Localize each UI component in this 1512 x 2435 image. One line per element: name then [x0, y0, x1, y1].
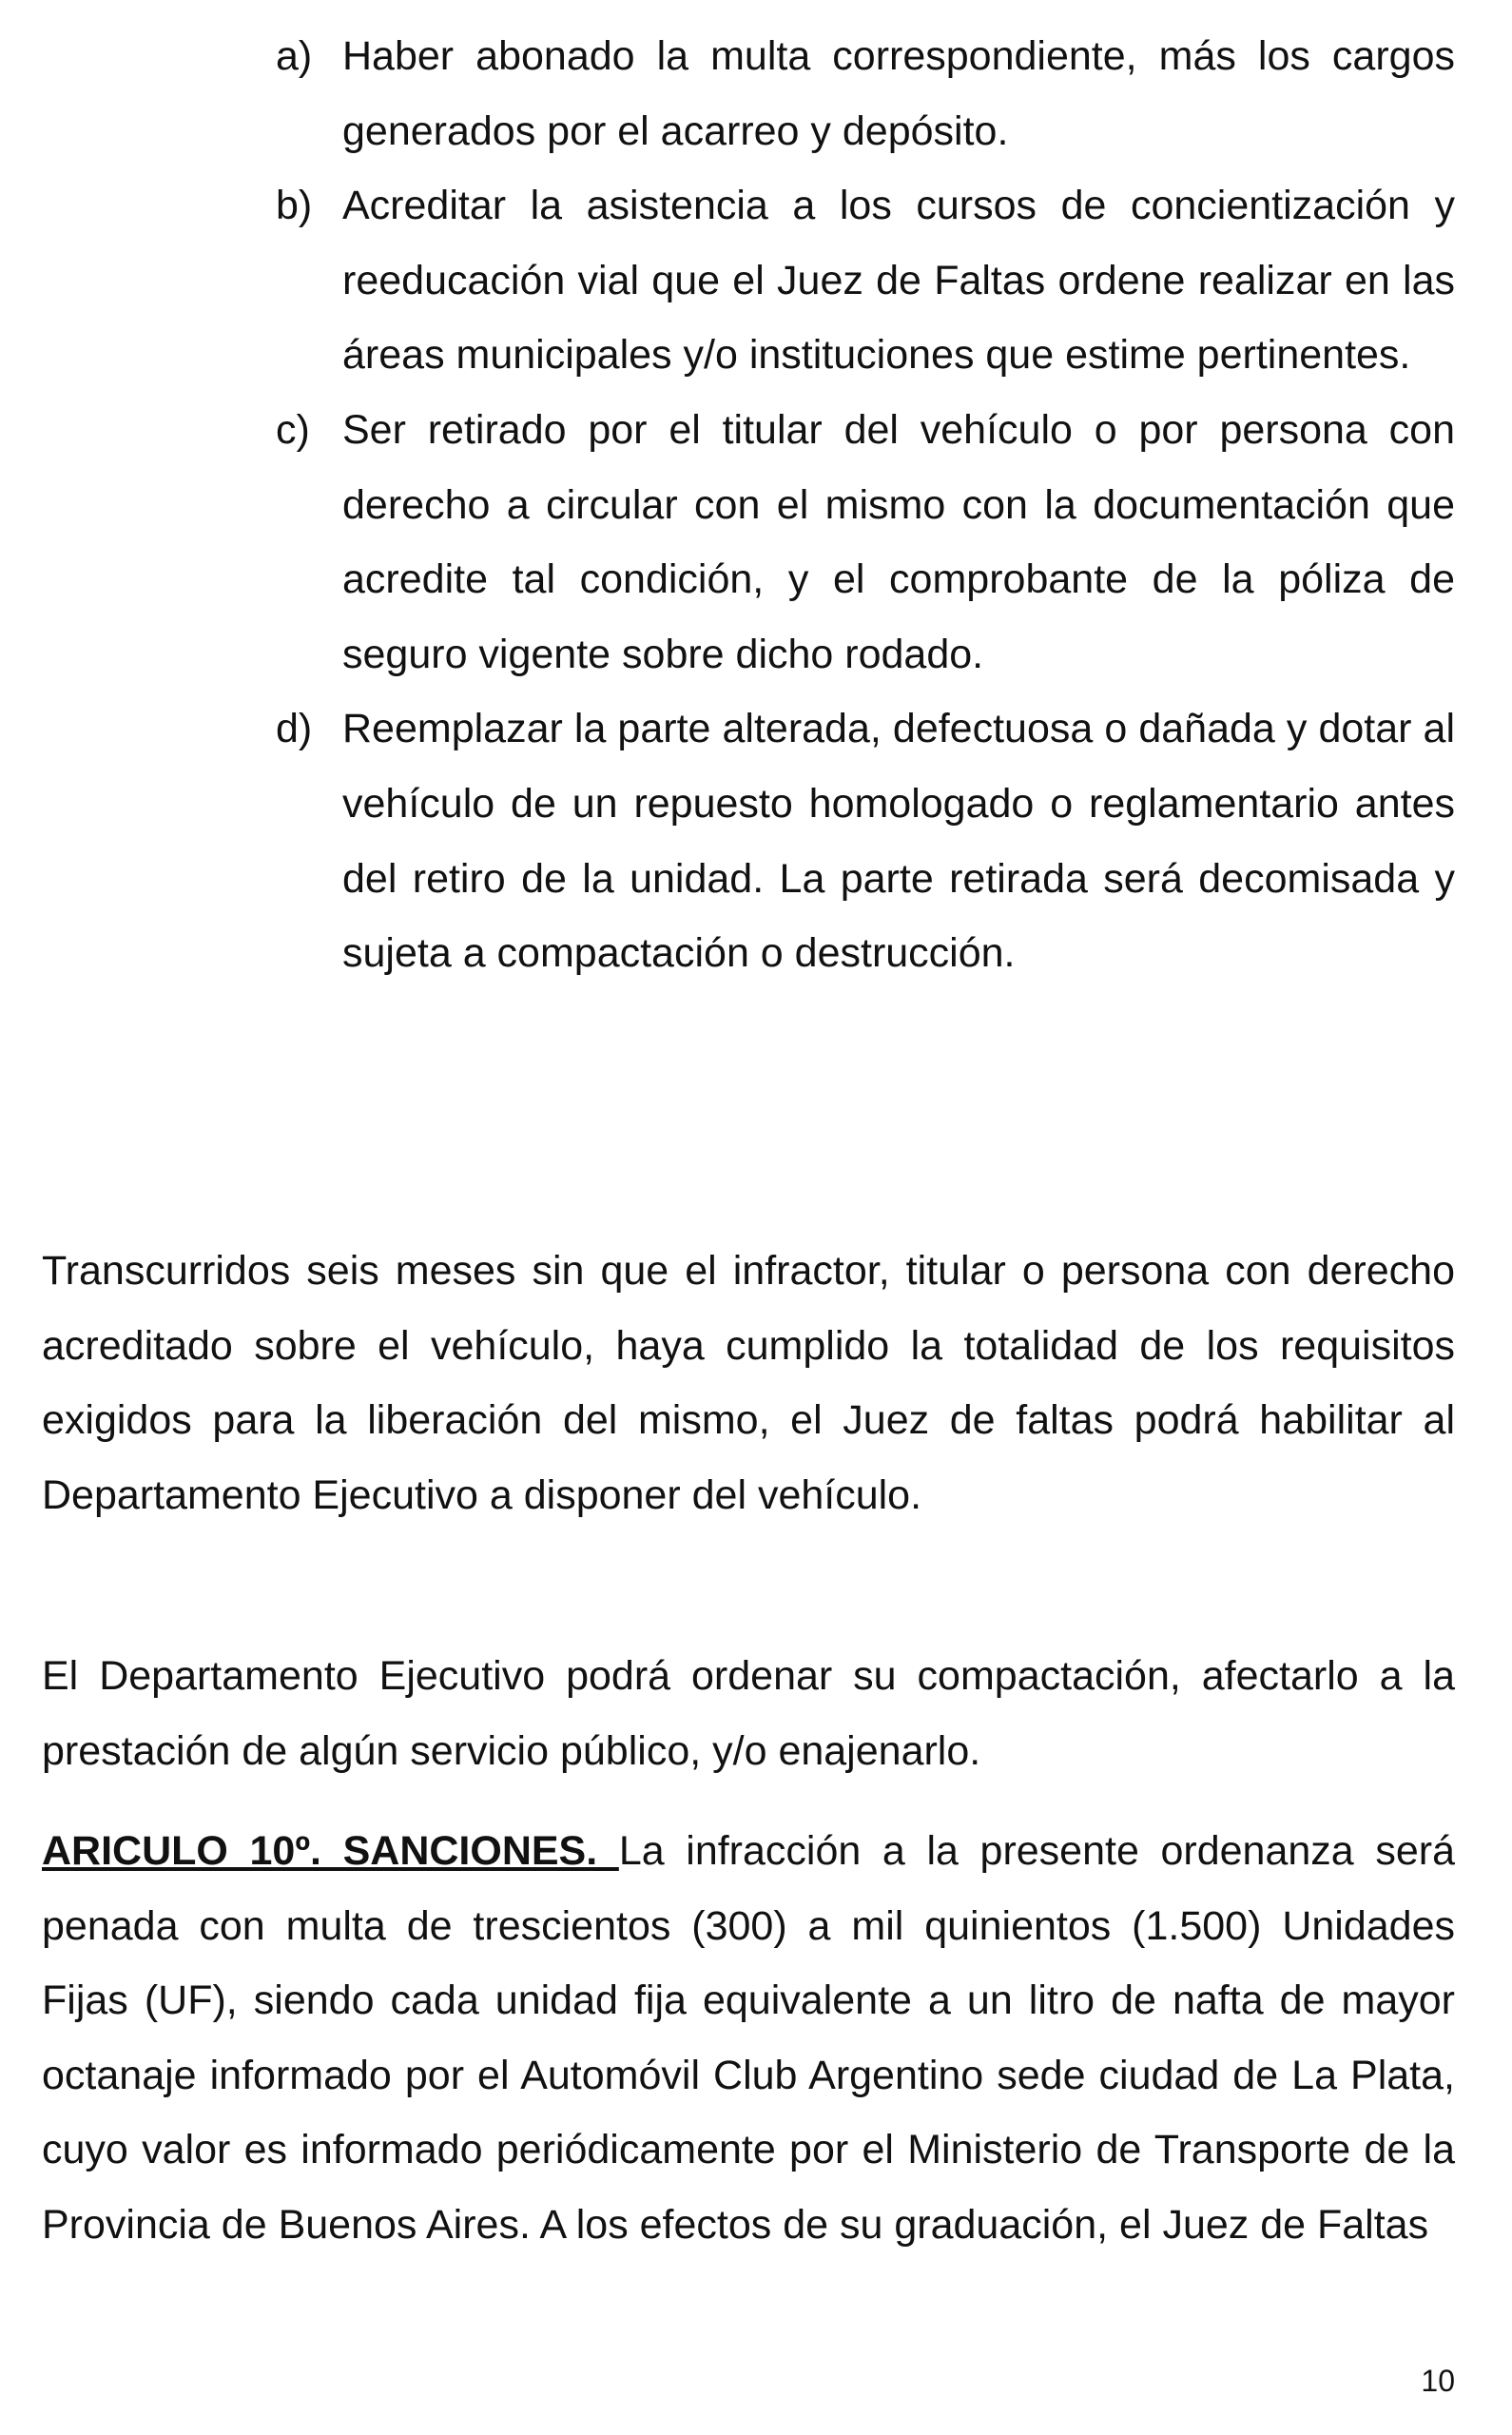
- list-item-a: [276, 19, 1455, 168]
- list-marker: d): [276, 706, 313, 752]
- list-marker: c): [276, 406, 310, 453]
- page-number: 10: [1421, 2364, 1455, 2398]
- list-item-d: [276, 692, 1455, 990]
- list-item-text: Reemplazar la parte alterada, defectuosa o dañada y dotar al vehículo de un repuesto homologado o reglamentario antes del retiro de la unidad. La parte retirada será decomisada y sujeta a compactación o destrucción.: [342, 706, 1455, 977]
- paragraph-transcurridos: Transcurridos seis meses sin que el infractor, titular o persona con derecho acreditado sobre el vehículo, haya cumplido la totalidad de los requisitos exigidos para la liberación del mismo, el Juez de faltas podrá habilitar al Departamento Ejecutivo a disponer del vehículo.: [42, 1248, 1455, 1518]
- list-marker: a): [276, 33, 313, 79]
- paragraph-departamento: El Departamento Ejecutivo podrá ordenar su compactación, afectarlo a la prestación de algún servicio público, y/o enajenarlo.: [42, 1653, 1455, 1774]
- list-item-text: Ser retirado por el titular del vehículo o por persona con derecho a circular con el mismo con la documentación que acredite tal condición, y el comprobante de la póliza de seguro vigente sobre dicho rodado.: [342, 406, 1455, 677]
- list-item-b: [276, 168, 1455, 393]
- list-item-text: Acreditar la asistencia a los cursos de concientización y reeducación vial que el Juez de Faltas ordene realizar en las áreas municipales y/o instituciones que estime pertinentes.: [342, 183, 1455, 379]
- requirements-list: [276, 19, 1455, 991]
- article-10-paragraph: [42, 1814, 1455, 2263]
- article-body: La infracción a la presente ordenanza será penada con multa de trescientos (300) a mil quinientos (1.500) Unidades Fijas (UF), siendo cada unidad fija equivalente a un litro de nafta de mayor octanaje informado por el Automóvil Club Argentino sede ciudad de La Plata, cuyo valor es informado periódicamente por el Ministerio de Transporte de la Provincia de Buenos Aires. A los efectos de su graduación, el Juez de Faltas: [42, 1828, 1455, 2248]
- list-item-c: [276, 393, 1455, 692]
- list-item-text: Haber abonado la multa correspondiente, más los cargos generados por el acarreo y depósito.: [342, 33, 1455, 154]
- list-marker: b): [276, 183, 313, 229]
- article-heading: ARICULO 10º. SANCIONES.: [42, 1828, 619, 1874]
